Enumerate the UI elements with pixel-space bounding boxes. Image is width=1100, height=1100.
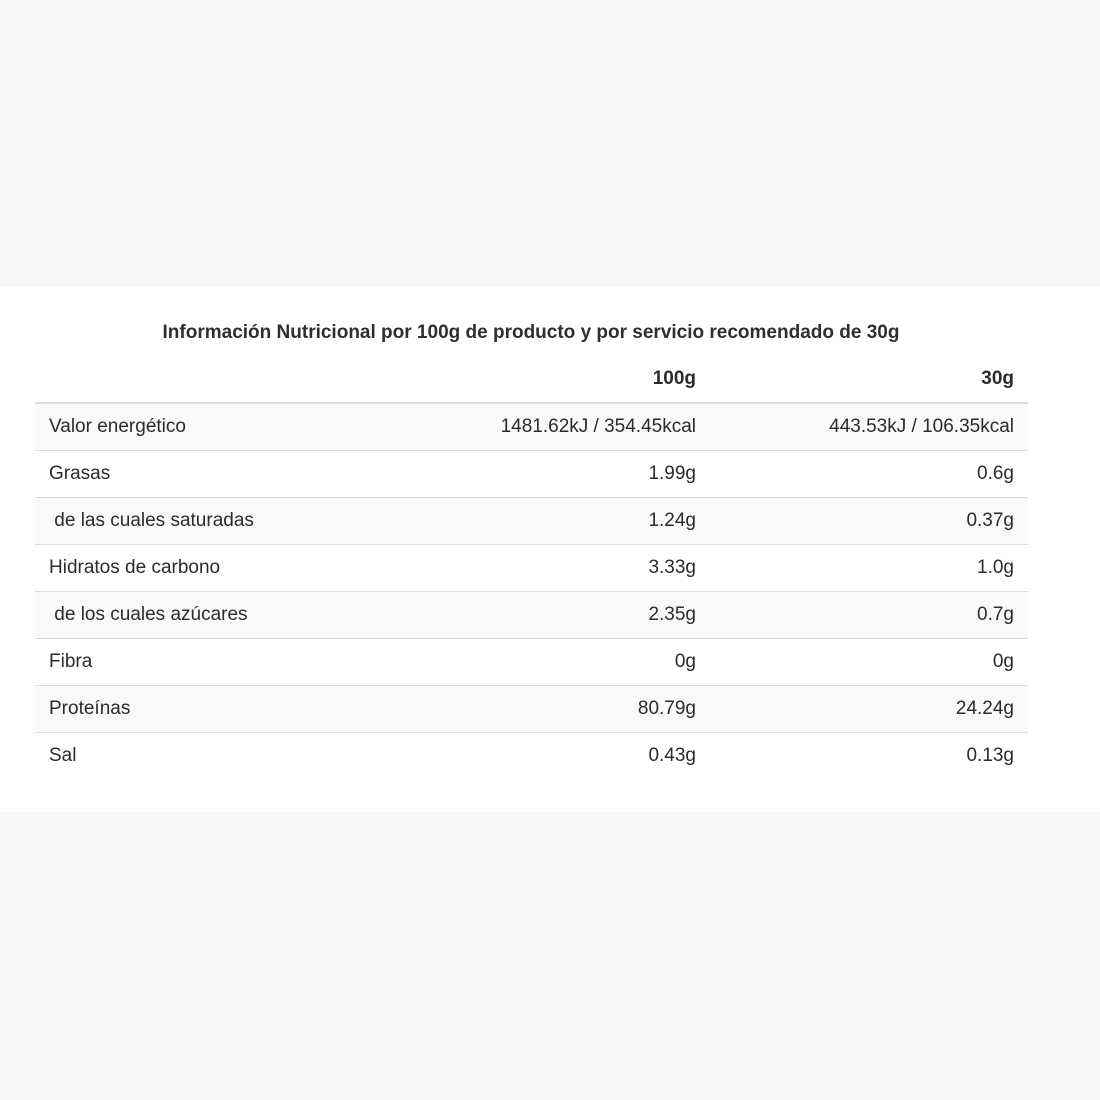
table-row bbox=[35, 591, 1028, 638]
value-per-100g: 1.24g bbox=[380, 497, 710, 544]
table-row bbox=[35, 685, 1028, 732]
value-per-30g: 0.13g bbox=[710, 732, 1028, 779]
value-per-100g: 1.99g bbox=[380, 450, 710, 497]
value-per-30g: 443.53kJ / 106.35kcal bbox=[710, 403, 1028, 450]
table-row bbox=[35, 450, 1028, 497]
nutrient-name: Grasas bbox=[35, 450, 380, 497]
nutrient-name: de los cuales azúcares bbox=[35, 591, 380, 638]
value-per-100g: 0.43g bbox=[380, 732, 710, 779]
nutrition-table bbox=[35, 355, 1028, 779]
header-per-100g: 100g bbox=[380, 355, 710, 403]
value-per-30g: 1.0g bbox=[710, 544, 1028, 591]
nutrient-name: Proteínas bbox=[35, 685, 380, 732]
value-per-100g: 1481.62kJ / 354.45kcal bbox=[380, 403, 710, 450]
value-per-30g: 0.37g bbox=[710, 497, 1028, 544]
value-per-100g: 2.35g bbox=[380, 591, 710, 638]
table-title: Información Nutricional por 100g de producto y por servicio recomendado de 30g bbox=[162, 322, 900, 343]
header-per-30g: 30g bbox=[710, 355, 1028, 403]
nutrient-name: de las cuales saturadas bbox=[35, 497, 380, 544]
nutrient-name: Fibra bbox=[35, 638, 380, 685]
table-row bbox=[35, 497, 1028, 544]
value-per-30g: 0.7g bbox=[710, 591, 1028, 638]
table-row bbox=[35, 638, 1028, 685]
value-per-30g: 24.24g bbox=[710, 685, 1028, 732]
header-nutrient bbox=[35, 355, 380, 403]
nutrient-name: Valor energético bbox=[35, 403, 380, 450]
nutrient-name: Hidratos de carbono bbox=[35, 544, 380, 591]
value-per-100g: 3.33g bbox=[380, 544, 710, 591]
value-per-30g: 0.6g bbox=[710, 450, 1028, 497]
value-per-30g: 0g bbox=[710, 638, 1028, 685]
value-per-100g: 80.79g bbox=[380, 685, 710, 732]
table-header-row bbox=[35, 355, 1028, 403]
value-per-100g: 0g bbox=[380, 638, 710, 685]
table-row bbox=[35, 544, 1028, 591]
table-row bbox=[35, 732, 1028, 779]
table-row bbox=[35, 403, 1028, 450]
nutrient-name: Sal bbox=[35, 732, 380, 779]
